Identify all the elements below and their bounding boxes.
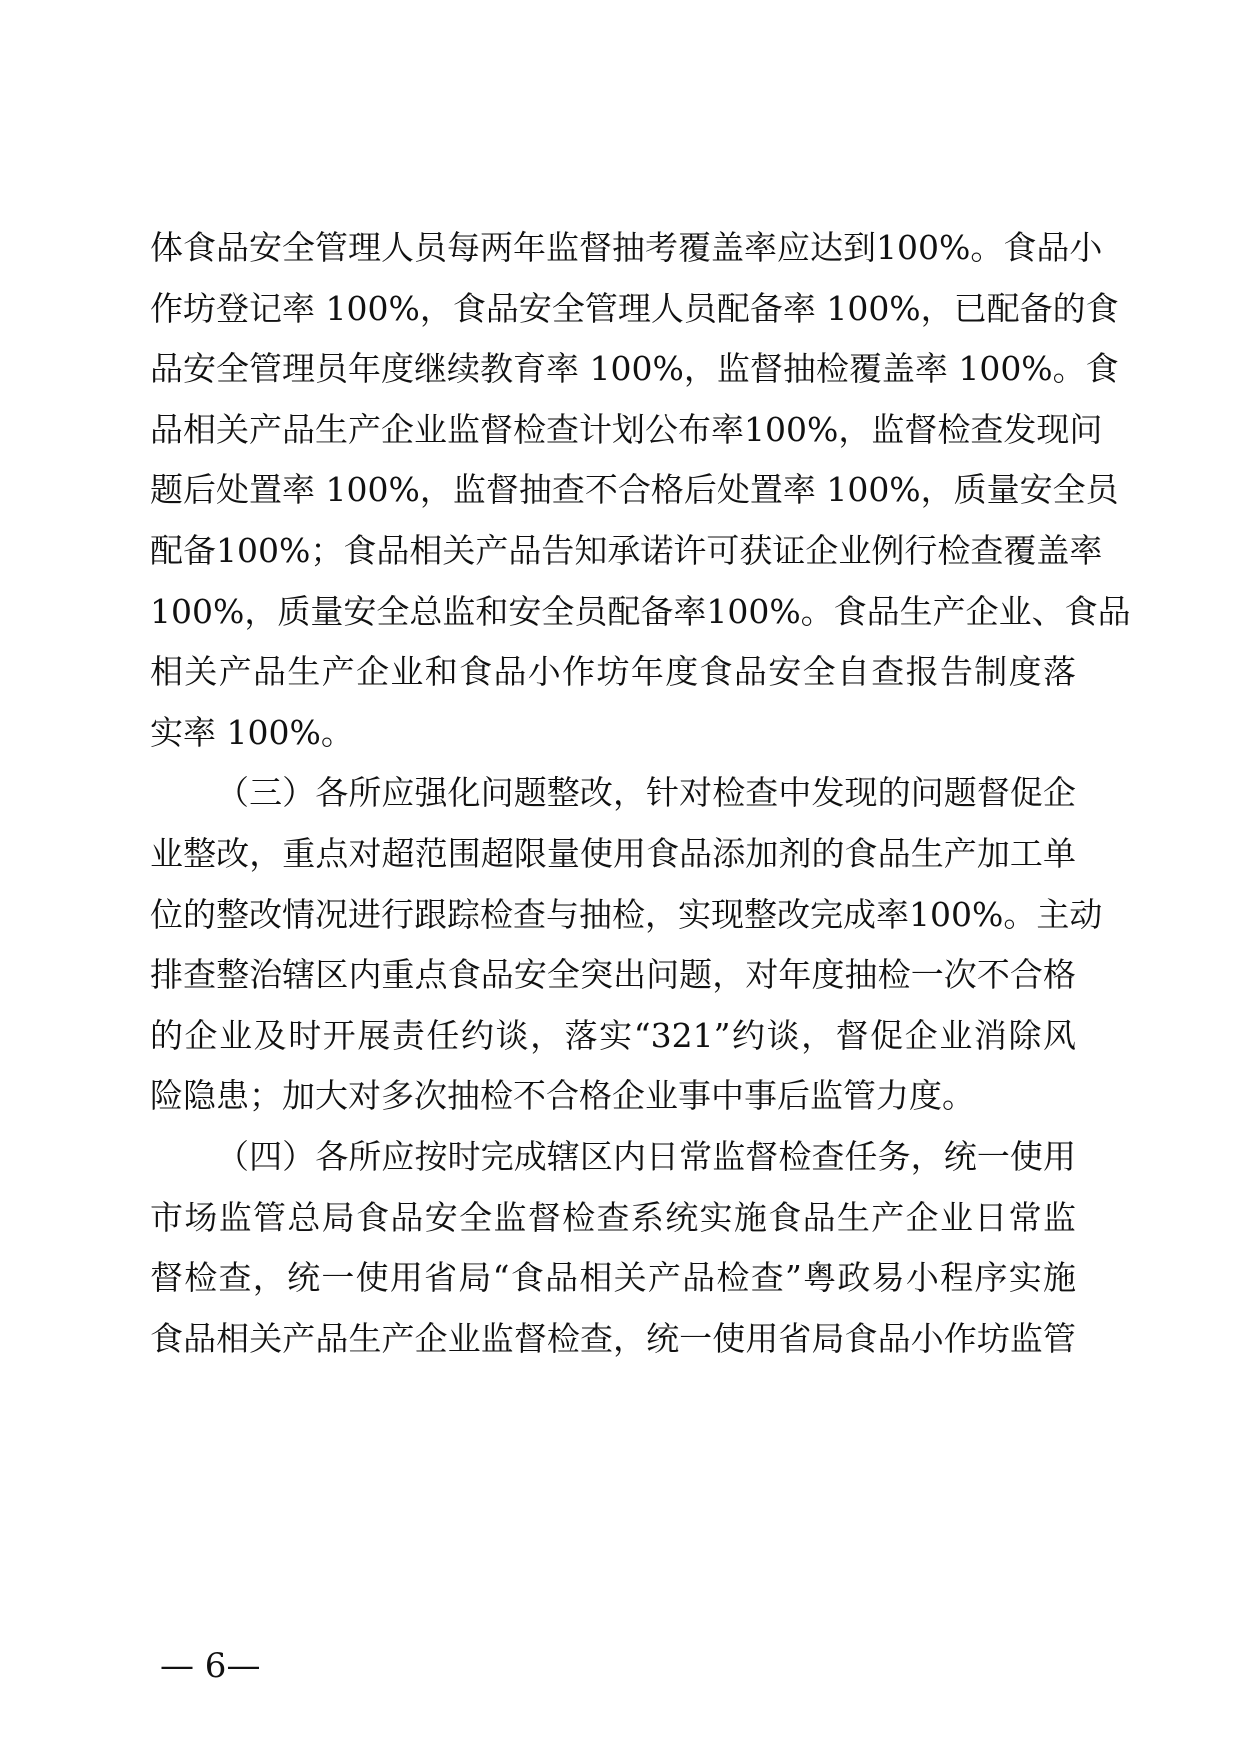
- text-line: 品安全管理员年度继续教育率 100%，监督抽检覆盖率 100%。食: [150, 349, 1119, 389]
- text-line: 题后处置率 100%，监督抽查不合格后处置率 100%，质量安全员: [150, 470, 1119, 510]
- text-line: 业整改，重点对超范围超限量使用食品添加剂的食品生产加工单: [150, 833, 1076, 873]
- paragraph-4-first-line: （四）各所应按时完成辖区内日常监督检查任务，统一使用: [216, 1136, 1076, 1176]
- page-number: — 6—: [160, 1646, 261, 1686]
- text-line: 品相关产品生产企业监督检查计划公布率100%，监督检查发现问: [150, 409, 1103, 449]
- body-text: [150, 218, 1131, 1369]
- text-line: 配备100%；食品相关产品告知承诺许可获证企业例行检查覆盖率: [150, 530, 1103, 570]
- text-line: 市场监管总局食品安全监督检查系统实施食品生产企业日常监: [150, 1197, 1076, 1237]
- text-line: 体食品安全管理人员每两年监督抽考覆盖率应达到100%。食品小: [150, 228, 1103, 267]
- text-line: 险隐患；加大对多次抽检不合格企业事中事后监管力度。: [150, 1076, 975, 1116]
- text-line: 排查整治辖区内重点食品安全突出问题，对年度抽检一次不合格: [150, 955, 1076, 995]
- text-line: 食品相关产品生产企业监督检查，统一使用省局食品小作坊监管: [150, 1318, 1076, 1358]
- text-line: 督检查，统一使用省局“食品相关产品检查”粤政易小程序实施: [150, 1258, 1076, 1298]
- paragraph-3-first-line: （三）各所应强化问题整改，针对检查中发现的问题督促企: [216, 773, 1076, 813]
- text-line: 100%，质量安全总监和安全员配备率100%。食品生产企业、食品: [150, 591, 1131, 631]
- text-line: 的企业及时开展责任约谈，落实“321”约谈，督促企业消除风: [150, 1015, 1076, 1055]
- text-line: 相关产品生产企业和食品小作坊年度食品安全自查报告制度落: [150, 652, 1076, 692]
- text-line: 实率 100%。: [150, 712, 354, 752]
- text-line: 作坊登记率 100%，食品安全管理人员配备率 100%，已配备的食: [150, 288, 1119, 328]
- text-line: 位的整改情况进行跟踪检查与抽检，实现整改完成率100%。主动: [150, 894, 1103, 934]
